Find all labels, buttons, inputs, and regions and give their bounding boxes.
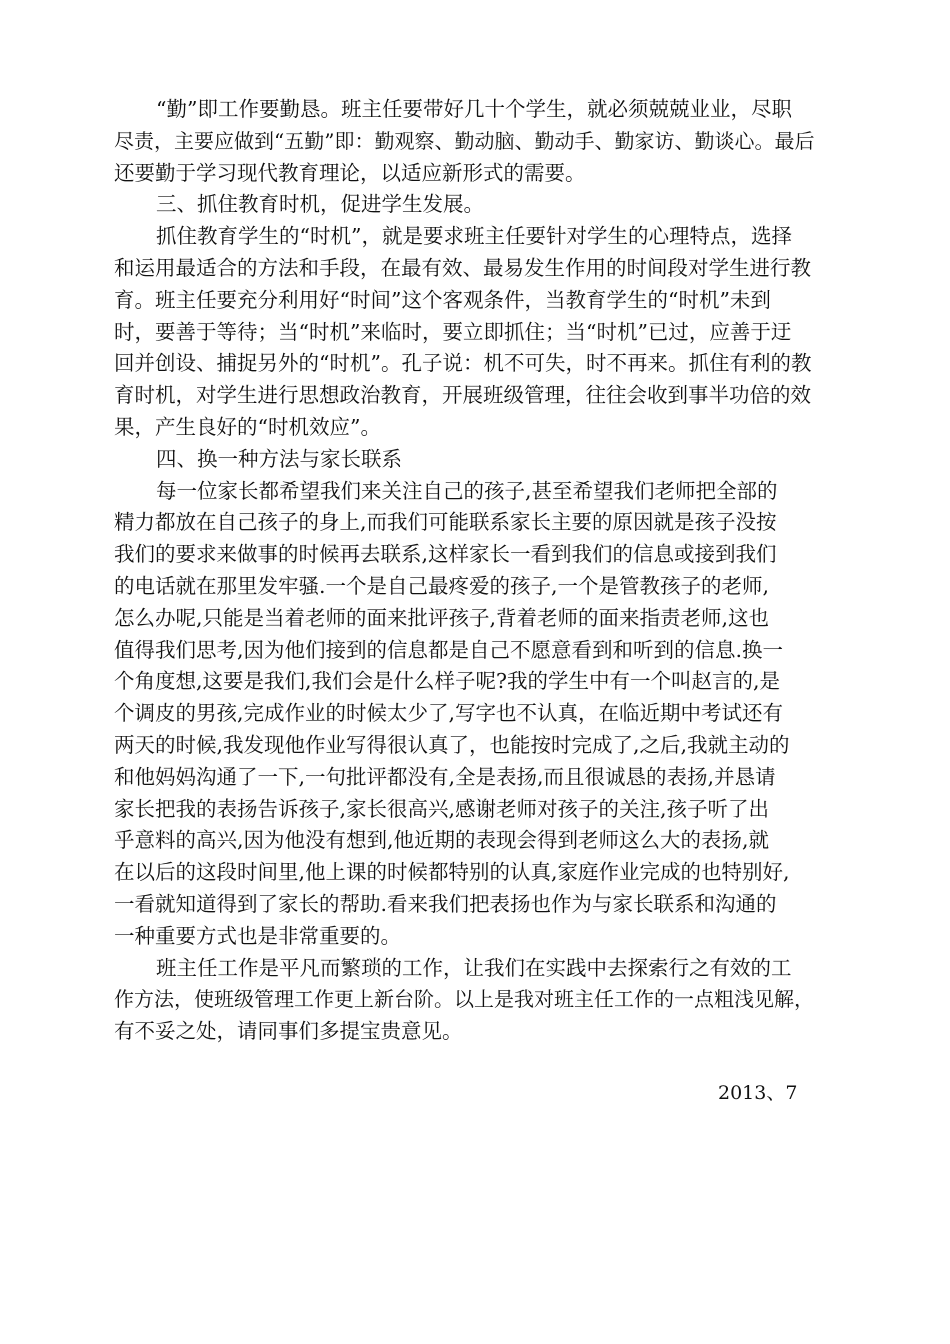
paragraph-line: 的电话就在那里发牢骚.一个是自己最疼爱的孩子,一个是管教孩子的老师,: [114, 573, 770, 598]
paragraph-line: 在以后的这段时间里,他上课的时候都特别的认真,家庭作业完成的也特别好,: [114, 860, 790, 885]
paragraph-line: 一种重要方式也是非常重要的。: [114, 923, 401, 948]
paragraph-line: 和运用最适合的方法和手段，在最有效、最易发生作用的时间段对学生进行教: [114, 255, 811, 280]
paragraph-line: 有不妥之处，请同事们多提宝贵意见。: [114, 1019, 463, 1044]
paragraph-line: 我们的要求来做事的时候再去联系,这样家长一看到我们的信息或接到我们: [114, 542, 777, 567]
paragraph-line: 和他妈妈沟通了一下,一句批评都没有,全是表扬,而且很诚恳的表扬,并恳请: [114, 764, 776, 789]
paragraph-line: 个角度想,这要是我们,我们会是什么样子呢?我的学生中有一个叫赵言的,是: [114, 669, 781, 694]
document-body: [114, 94, 860, 1048]
paragraph-line: 两天的时候,我发现他作业写得很认真了，也能按时完成了,之后,我就主动的: [114, 732, 790, 757]
paragraph-line: 每一位家长都希望我们来关注自己的孩子,甚至希望我们老师把全部的: [156, 478, 778, 503]
paragraph-line: 果，产生良好的“时机效应”。: [114, 414, 381, 439]
paragraph-line: 精力都放在自己孩子的身上,而我们可能联系家长主要的原因就是孩子没按: [114, 510, 777, 535]
paragraph-line: 作方法，使班级管理工作更上新台阶。以上是我对班主任工作的一点粗浅见解，: [114, 987, 814, 1012]
paragraph-line: “勤”即工作要勤恳。班主任要带好几十个学生，就必须兢兢业业，尽职: [156, 97, 792, 121]
paragraph-line: 值得我们思考,因为他们接到的信息都是自己不愿意看到和听到的信息.换一: [114, 637, 784, 662]
paragraph-line: 乎意料的高兴,因为他没有想到,他近期的表现会得到老师这么大的表扬,就: [114, 828, 770, 853]
paragraph-line: 时，要善于等待；当“时机”来临时，要立即抓住；当“时机”已过，应善于迂: [114, 319, 792, 344]
section-heading-4: 四、换一种方法与家长联系: [156, 446, 402, 471]
paragraph-line: 尽责，主要应做到“五勤”即：勤观察、勤动脑、勤动手、勤家访、勤谈心。最后: [114, 128, 815, 153]
paragraph-line: 抓住教育学生的“时机”，就是要求班主任要针对学生的心理特点，选择: [156, 224, 792, 249]
paragraph-line: 育时机，对学生进行思想政治教育，开展班级管理，往往会收到事半功倍的效: [114, 383, 811, 408]
paragraph-line: 一看就知道得到了家长的帮助.看来我们把表扬也作为与家长联系和沟通的: [114, 891, 777, 916]
paragraph-line: 怎么办呢,只能是当着老师的面来批评孩子,背着老师的面来指责老师,这也: [114, 605, 770, 630]
paragraph-line: 还要勤于学习现代教育理论，以适应新形式的需要。: [114, 160, 586, 185]
paragraph-line: 育。班主任要充分利用好“时间”这个客观条件，当教育学生的“时机”未到: [114, 287, 771, 312]
paragraph-line: 班主任工作是平凡而繁琐的工作，让我们在实践中去探索行之有效的工: [156, 955, 792, 980]
paragraph-line: 家长把我的表扬告诉孩子,家长很高兴,感谢老师对孩子的关注,孩子听了出: [114, 796, 770, 821]
paragraph-line: 回并创设、捕捉另外的“时机”。孔子说：机不可失，时不再来。抓住有利的教: [114, 351, 812, 376]
paragraph-line: 个调皮的男孩,完成作业的时候太少了,写字也不认真，在临近期中考试还有: [114, 701, 784, 726]
document-date: 2013、7: [718, 1082, 798, 1104]
section-heading-3: 三、抓住教育时机，促进学生发展。: [156, 192, 484, 217]
